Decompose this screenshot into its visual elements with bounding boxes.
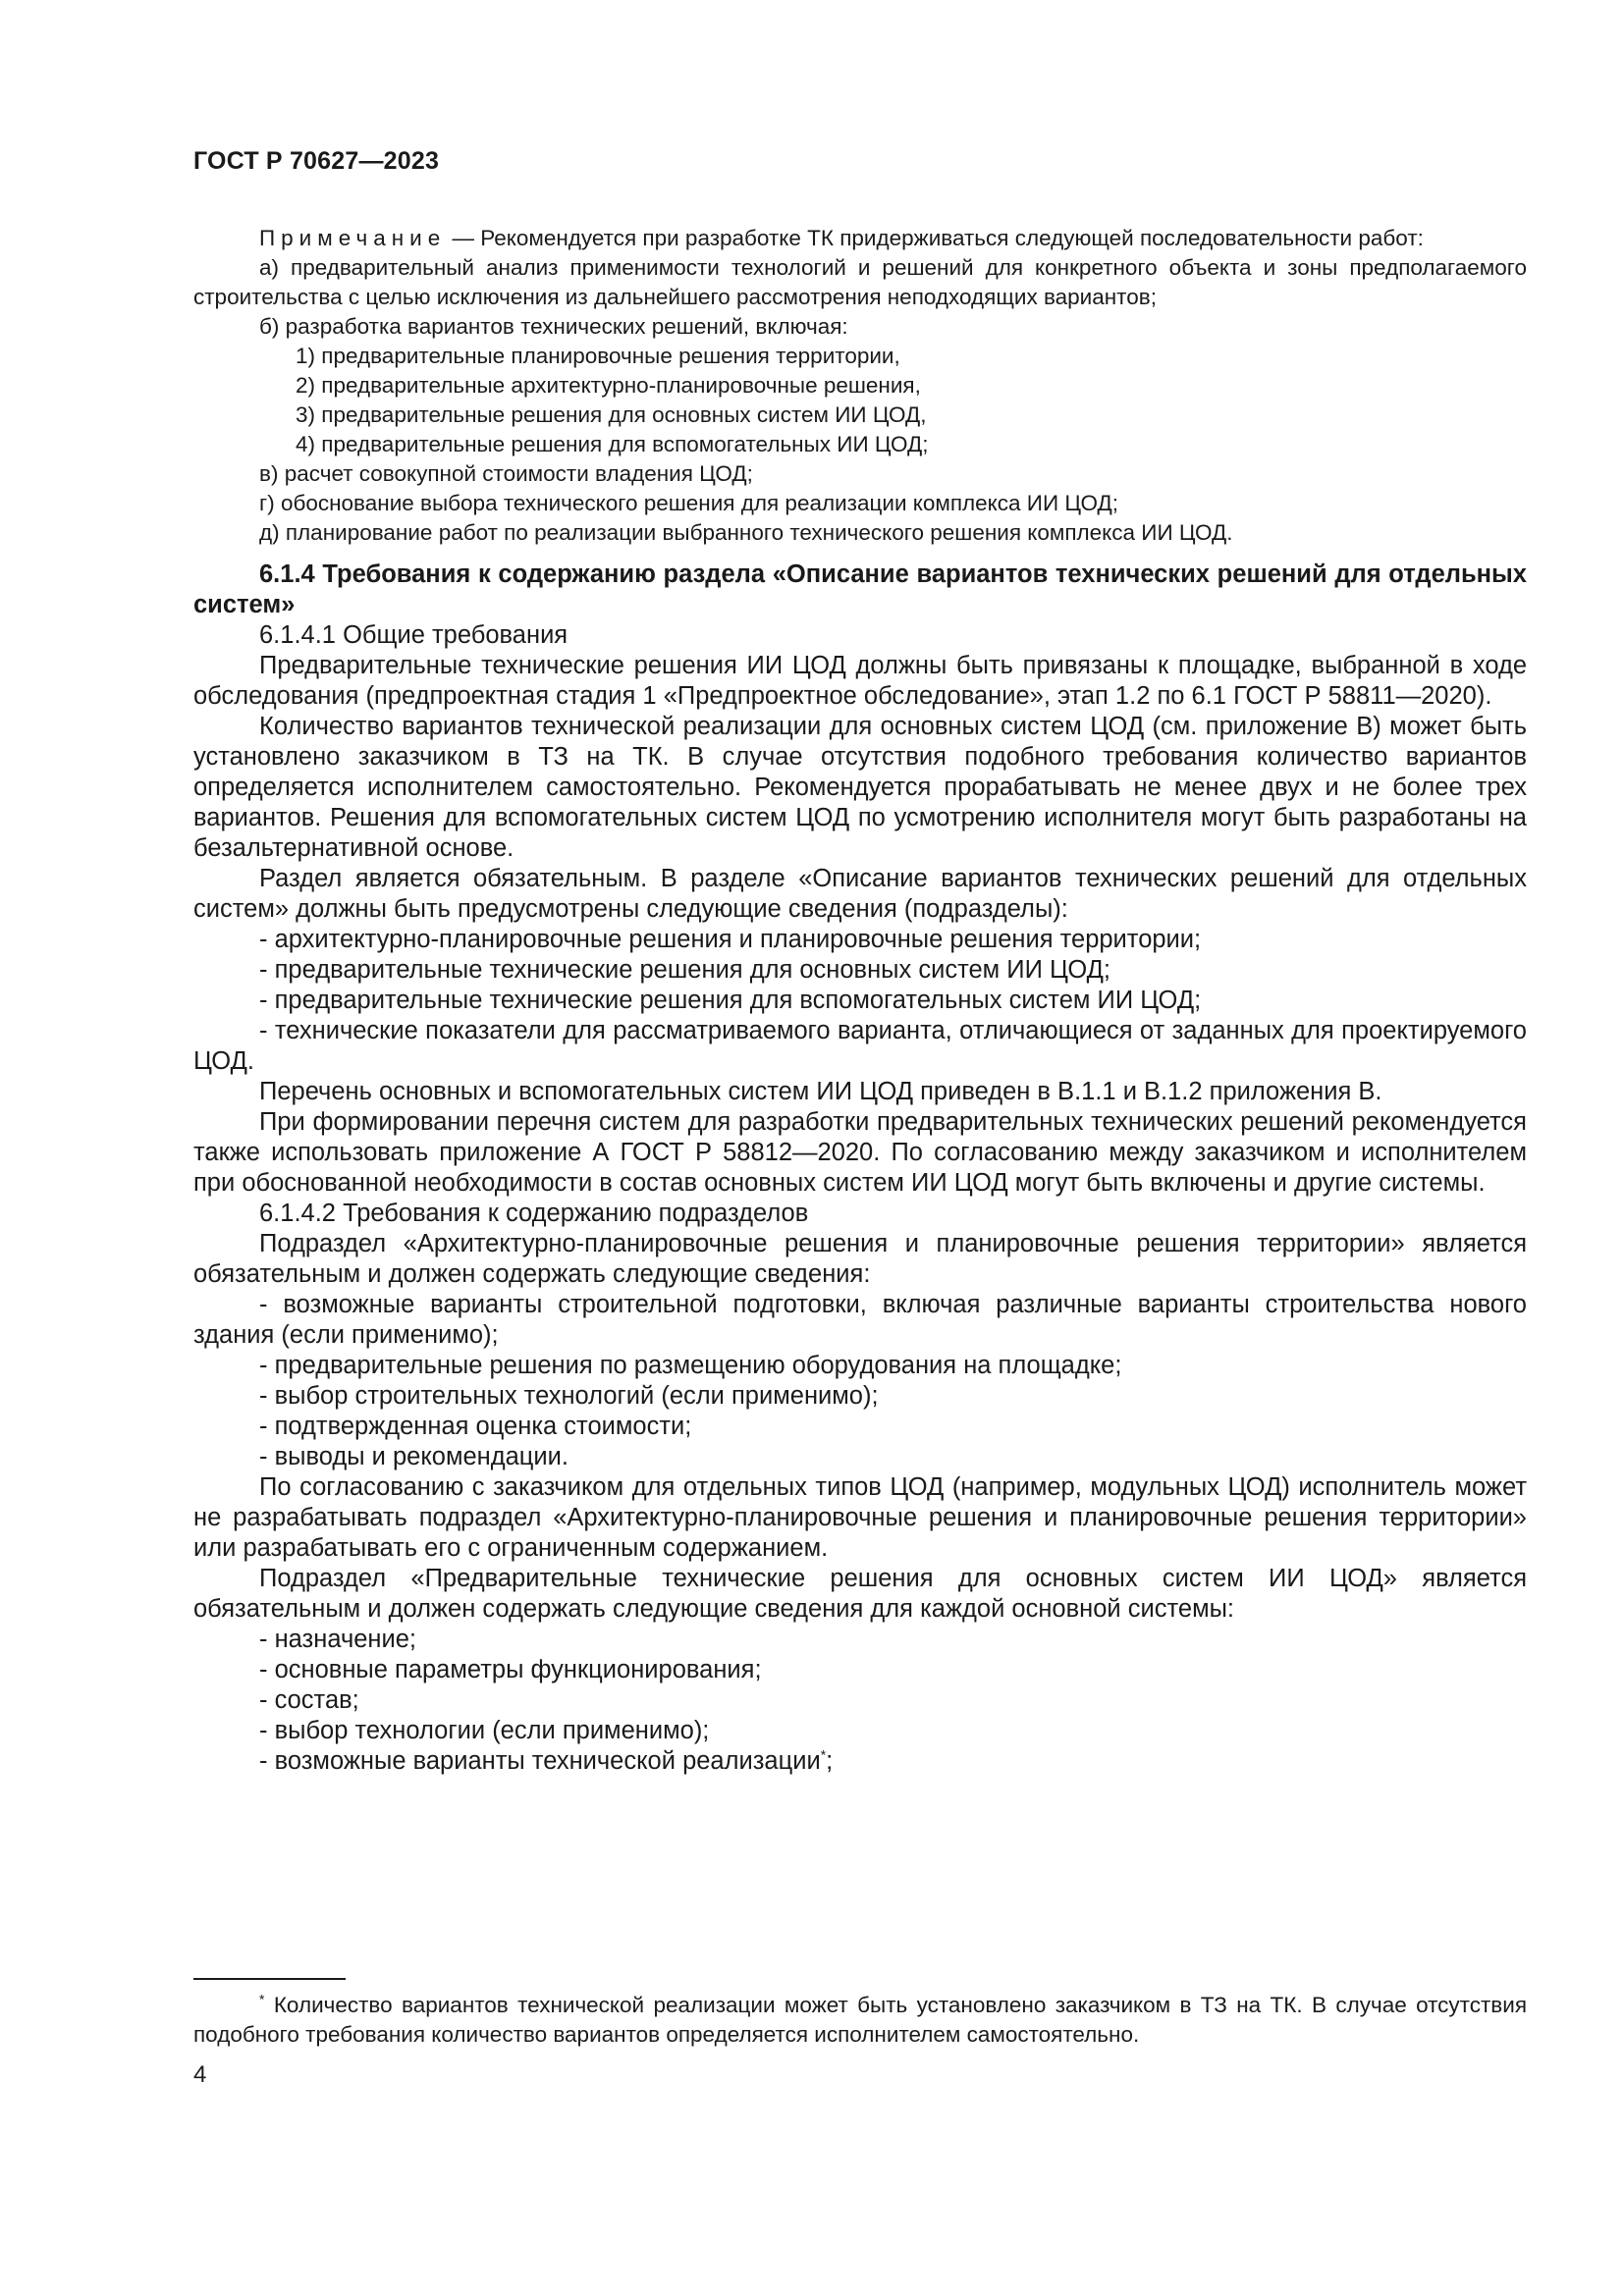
list-item: - предварительные технические решения для вспомогательных систем ИИ ЦОД;: [259, 987, 1202, 1014]
list-item: - подтвержденная оценка стоимости;: [259, 1413, 692, 1440]
subsection-title: 6.1.4.1 Общие требования: [259, 621, 568, 649]
note-label: Примечание: [259, 226, 447, 250]
list-item: - технические показатели для рассматриваемого варианта, отличающиеся от заданных для проектируемого ЦОД.: [193, 1017, 1527, 1075]
paragraph: Предварительные технические решения ИИ ЦОД должны быть привязаны к площадке, выбранной в ходе обследования (предпроектная стадия 1 «Предпроектное обследование», этап 1.2 по 6.1 ГОСТ Р 58811—2020).: [193, 652, 1527, 710]
page-number: 4: [193, 2061, 207, 2088]
footnote-divider: [193, 1978, 346, 1980]
page-content: [193, 224, 1527, 1777]
list-item: - состав;: [259, 1686, 359, 1714]
note-block: [193, 224, 1527, 548]
list-item: - назначение;: [259, 1626, 417, 1653]
section-heading: 6.1.4 Требования к содержанию раздела «Описание вариантов технических решений для отдельных систем»: [193, 561, 1527, 618]
paragraph: Перечень основных и вспомогательных систем ИИ ЦОД приведен в В.1.1 и В.1.2 приложения В.: [259, 1078, 1382, 1105]
list-item: - основные параметры функционирования;: [259, 1656, 762, 1683]
note-intro-text: — Рекомендуется при разработке ТК придерживаться следующей последовательности работ:: [446, 226, 1424, 250]
list-item: - возможные варианты строительной подготовки, включая различные варианты строительства нового здания (если применимо);: [193, 1291, 1527, 1349]
note-item: б) разработка вариантов технических решений, включая:: [259, 314, 848, 339]
list-item: - предварительные решения по размещению оборудования на площадке;: [259, 1352, 1122, 1379]
note-subitem: 4) предварительные решения для вспомогательных ИИ ЦОД;: [296, 432, 929, 456]
document-code-header: ГОСТ Р 70627—2023: [193, 147, 440, 175]
note-intro: [193, 224, 1527, 253]
note-subitem: 2) предварительные архитектурно-планировочные решения,: [296, 373, 921, 398]
list-item: [193, 1746, 1527, 1777]
note-item: в) расчет совокупной стоимости владения ЦОД;: [259, 461, 753, 486]
list-item: - выводы и рекомендации.: [259, 1443, 568, 1470]
paragraph: Подраздел «Архитектурно-планировочные решения и планировочные решения территории» является обязательным и должен содержать следующие сведения:: [193, 1230, 1527, 1288]
paragraph: По согласованию с заказчиком для отдельных типов ЦОД (например, модульных ЦОД) исполнитель может не разрабатывать подраздел «Архитектурно-планировочные решения и планировочные решения территории» или разрабатывать его с ограниченным содержанием.: [193, 1473, 1527, 1562]
paragraph: При формировании перечня систем для разработки предварительных технических решений рекомендуется также использовать приложение А ГОСТ Р 58812—2020. По согласованию между заказчиком и исполнителем при обоснованной необходимости в состав основных систем ИИ ЦОД могут быть включены и другие системы.: [193, 1108, 1527, 1197]
list-item: - выбор технологии (если применимо);: [259, 1717, 710, 1744]
paragraph: Раздел является обязательным. В разделе «Описание вариантов технических решений для отдельных систем» должны быть предусмотрены следующие сведения (подразделы):: [193, 865, 1527, 923]
note-item: д) планирование работ по реализации выбранного технического решения комплекса ИИ ЦОД.: [259, 520, 1233, 545]
list-item-text: - возможные варианты технической реализации: [259, 1747, 821, 1775]
list-item: - предварительные технические решения для основных систем ИИ ЦОД;: [259, 956, 1110, 984]
section-body: [193, 560, 1527, 1777]
paragraph: Количество вариантов технической реализации для основных систем ЦОД (см. приложение В) может быть установлено заказчиком в ТЗ на ТК. В случае отсутствия подобного требования количество вариантов определяется исполнителем самостоятельно. Рекомендуется прорабатывать не менее двух и не более трех вариантов. Решения для вспомогательных систем ЦОД по усмотрению исполнителя могут быть разработаны на безальтернативной основе.: [193, 713, 1527, 862]
list-item: - выбор строительных технологий (если применимо);: [259, 1382, 879, 1410]
note-subitem: 3) предварительные решения для основных систем ИИ ЦОД,: [296, 402, 927, 427]
subsection-title: 6.1.4.2 Требования к содержанию подразделов: [259, 1200, 809, 1227]
footnote: [193, 1991, 1527, 2050]
footnote-reference: *: [820, 1746, 827, 1763]
list-item-end: ;: [826, 1747, 834, 1775]
footnote-text: Количество вариантов технической реализации может быть установлено заказчиком в ТЗ на ТК. В случае отсутствия подобного требования количество вариантов определяется исполнителем самостоятельно.: [193, 1993, 1527, 2047]
list-item: - архитектурно-планировочные решения и планировочные решения территории;: [259, 926, 1202, 953]
note-subitem: 1) предварительные планировочные решения территории,: [296, 344, 900, 368]
note-item: а) предварительный анализ применимости технологий и решений для конкретного объекта и зоны предполагаемого строительства с целью исключения из дальнейшего рассмотрения неподходящих вариантов;: [193, 255, 1527, 309]
paragraph: Подраздел «Предварительные технические решения для основных систем ИИ ЦОД» является обязательным и должен содержать следующие сведения для каждой основной системы:: [193, 1565, 1527, 1623]
footnote-mark: *: [259, 1991, 265, 2007]
note-item: г) обоснование выбора технического решения для реализации комплекса ИИ ЦОД;: [259, 491, 1119, 515]
